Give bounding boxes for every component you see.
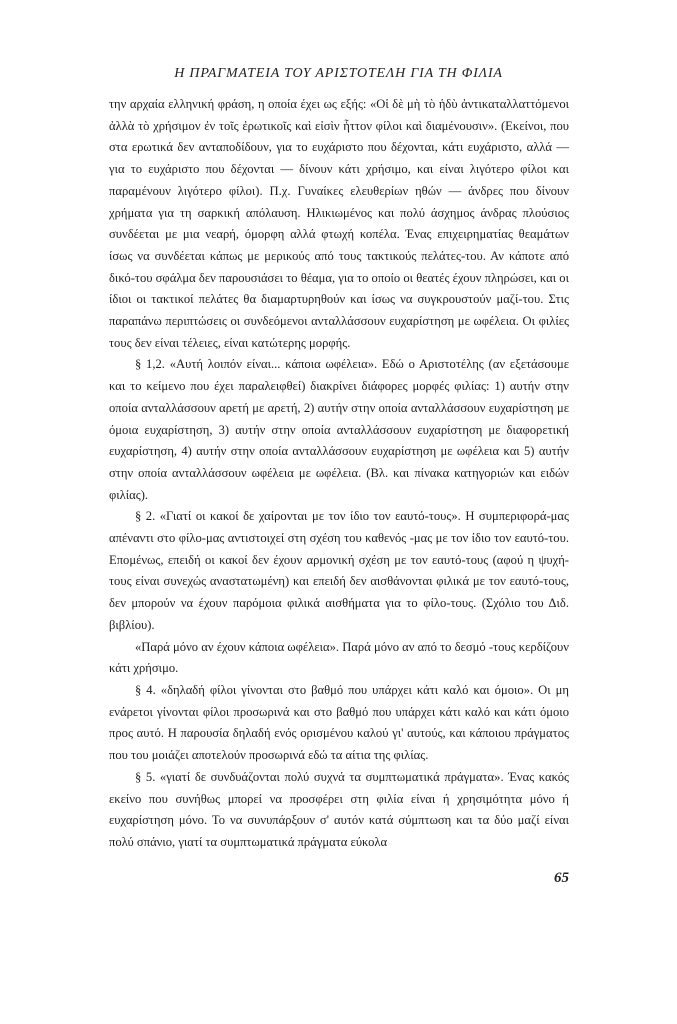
paragraph-section-2: § 2. «Γιατί οι κακοί δε χαίρονται με τον ίδιο τον εαυτό-τους». Η συμπεριφορά-μας απέναντι στο φίλο-μας αντιστοιχεί στη σχέση του καθενός -μας με τον ίδιο τον εαυτό-του. Επομένως, επειδή οι κακοί δεν έχουν αρμονική σχέση με τον εαυτό-τους (αφού η ψυχή-τους είναι συνεχώς αναστατωμένη) και επειδή δεν αισθάνονται φιλικά με τον εαυτό-τους, δεν μπορούν να έχουν παρόμοια φιλικά αισθήματα για το φίλο-τους. (Σχόλιο του Διδ. βιβλίου). xyxy=(109,509,569,632)
paragraph-section-1-2: § 1,2. «Αυτή λοιπόν είναι... κάποια ωφέλεια». Εδώ ο Αριστοτέλης (αν εξετάσουμε και το κείμενο που έχει παραλειφθεί) διακρίνει διάφορες μορφές φιλίας: 1) αυτήν στην οποία ανταλλάσσουν αρετή με αρετή, 2) αυτήν στην οποία ανταλλάσσουν ευχαρίστηση με όμοια ευχαρίστηση, 3) αυτήν στην οποία ανταλλάσσουν ευχαρίστηση με διαφορετική ευχαρίστηση, 4) αυτήν στην οποία ανταλλάσσουν ευχαρίστηση με ωφέλεια και 5) αυτήν στην οποία ανταλλάσσουν ωφέλεια με ωφέλεια. (Βλ. και πίνακα κατηγοριών και ειδών φιλίας). xyxy=(109,357,569,502)
running-title: Η ΠΡΑΓΜΑΤΕΙΑ ΤΟΥ ΑΡΙΣΤΟΤΕΛΗ ΓΙΑ ΤΗ ΦΙΛΙΑ xyxy=(174,66,503,81)
body-text xyxy=(109,94,569,854)
paragraph-section-5: § 5. «γιατί δε συνδυάζονται πολύ συχνά τα συμπτωματικά πράγματα». Ένας κακός εκείνο που συνήθως μπορεί να προσφέρει στη φιλία είναι ή χρησιμότητα μόνο ή ευχαρίστηση μόνο. Το να συνυπάρξουν σ' αυτόν κατά σύμπτωση και τα δύο μαζί είναι πολύ σπάνιο, γιατί τα συμπτωματικά πράγματα εύκολα xyxy=(109,769,569,849)
paragraph-continuation: την αρχαία ελληνική φράση, η οποία έχει ως εξής: «Οἱ δὲ μὴ τὸ ἡδὺ ἀντικαταλλαττόμενοι ἀλλὰ τὸ χρήσιμον ἐν τοῖς ἐρωτικοῖς καὶ εἰσὶν ἧττον φίλοι καὶ διαμένουσιν». (Εκείνοι, που στα ερωτικά δεν ανταποδίδουν, για το ευχάριστο που δέχονται, κάτι ευχάριστο, αλλά — για το ευχάριστο που δέχονται — δίνουν κάτι χρήσιμο, και είναι λιγότερο φίλοι και παραμένουν λιγότερο φίλοι). Π.χ. Γυναίκες ελευθερίων ηθών — άνδρες που δίνουν χρήματα για τη σαρκική απόλαυση. Ηλικιωμένος και πολύ άσχημος άνδρας πλούσιος συνδέεται με μια νεαρή, όμορφη αλλά φτωχή κοπέλα. Ένας επιχειρηματίας θεαμάτων ίσως να συνδέεται κάπως με μερικούς από τους τακτικούς πελάτες-του. Αν κάποτε από δικό-του σφάλμα δεν παρουσιάσει το θέαμα, για το οποίο οι θεατές έχουν πληρώσει, και οι ίδιοι οι τακτικοί πελάτες θα διαμαρτυρηθούν και ίσως να συγκρουστούν μαζί-του. Στις παραπάνω περιπτώσεις οι συνδεόμενοι ανταλλάσσουν ευχαρίστηση με ωφέλεια. Οι φιλίες τους δεν είναι τέλειες, είναι κατώτερης μορφής. xyxy=(109,97,569,350)
paragraph-section-4: § 4. «δηλαδή φίλοι γίνονται στο βαθμό που υπάρχει κάτι καλό και όμοιο». Οι μη ενάρετοι γίνονται φίλοι προσωρινά και στο βαθμό που υπάρχει κάτι καλό και κάτι όμοιο προς αυτό. Η παρουσία δηλαδή ενός ορισμένου καλού γι' αυτούς, και κάποιου πράγματος που του μοιάζει αποτελούν προσωρινά εδώ τα αίτια της φιλίας. xyxy=(109,682,569,763)
page-number: 65 xyxy=(554,870,569,886)
paragraph-quote-benefit: «Παρά μόνο αν έχουν κάποια ωφέλεια». Παρά μόνο αν από το δεσμό -τους κερδίζουν κάτι χρήσιμο. xyxy=(109,639,569,676)
